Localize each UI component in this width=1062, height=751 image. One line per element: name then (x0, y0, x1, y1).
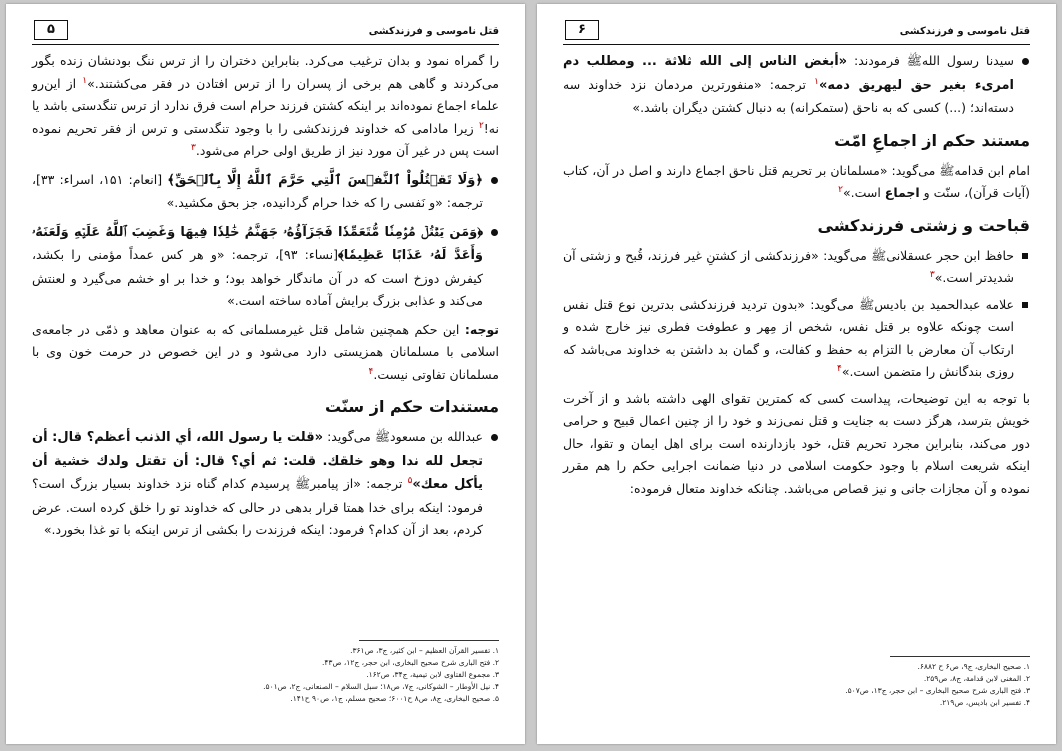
footnote-line: ۴. تفسیر ابن بادیس، ص۲۱۹. (939, 698, 1030, 707)
footnote-ref[interactable]: ۴ (836, 363, 842, 374)
footnote-line: ۱. صحیح البخاری، ج۹، ص۶ ح ۶۸۸۲. (917, 662, 1030, 671)
ijma-text-2: است.» (842, 185, 885, 200)
footnote-ref[interactable]: ۱ (82, 75, 88, 86)
hadith-bullet (32, 426, 499, 542)
quote-text: حافظ ابن حجر عسقلانیﷺ می‌گوید: «فرزندکشی از کشتنِ غیر فرزند، قُبح و زشتی آن شدیدتر است.» (563, 247, 1014, 285)
section-heading: مستند حکم از اجماعِ امّت (834, 130, 1030, 150)
hadith-intro: سیدنا رسول اللهﷺ فرمودند: (847, 53, 1014, 68)
quote-item (563, 245, 1030, 290)
header-title: قتل ناموسی و فرزندکشی (899, 26, 1030, 37)
intro-text-1: را گمراه نمود و بدان ترغیب می‌کرد. بنابراین دختران را از ترس ننگ بودنشان زنده بگور می‌کردند و گاهی هم برخی از پسران را از ترس افتادن در فقر می‌کشتند.» (32, 53, 499, 91)
quran-verse-bullet (32, 221, 499, 313)
document-page-5 (6, 4, 525, 744)
page-number-box: ۶ (565, 20, 599, 40)
quran-verse-text: ﴿وَمَن يَقۡتُلۡ مُؤۡمِنٗا مُّتَعَمِّدٗا فَجَزَآؤُهُۥ جَهَنَّمُ خَٰلِدٗا فِيهَا وَغَضِبَ ٱللَّهُ عَلَيۡهِ وَلَعَنَهُۥ وَأَعَدَّ لَهُۥ عَذَابًا عَظِيمٗا﴾ (32, 224, 483, 263)
verse-translation: [انعام: ۱۵۱، اسراء: ۳۳]، ترجمه: «و نَفسی را که خدا حرام گردانیده، جز بحق مکشید.» (32, 171, 483, 210)
page-header (563, 18, 1030, 45)
footnote-ref[interactable]: ۲ (838, 184, 843, 195)
footnote-line: ۳. مجموع الفتاوی لابن تیمیة، ج۳۴، ص۱۶۲. (366, 670, 499, 679)
page-body (563, 50, 1030, 506)
quran-verse-text: ﴿وَلَا تَقۡتُلُواْ ٱلنَّفۡسَ ٱلَّتِي حَرَّمَ ٱللَّهُ إِلَّا بِٱلۡحَقِّ﴾ (167, 172, 483, 188)
page-number-box: ۵ (34, 20, 68, 40)
footnote-ref[interactable]: ۳ (929, 269, 935, 280)
footnote-ref[interactable]: ۲ (478, 120, 484, 131)
note-text: این حکم همچنین شامل قتل غیرمسلمانی که به عنوان معاهد و ذمّی در جامعه‌ی اسلامی با مسلمانان همزیستی دارد می‌شود و در این خصوص در حرمت خون وی با مسلمانان تفاوتی نیست. (32, 321, 499, 382)
header-title: قتل ناموسی و فرزندکشی (368, 26, 499, 37)
page-body (32, 50, 499, 548)
footnote-line: ۵. صحیح البخاری، ج۸، ص۸ ح۶۰۰۱؛ صحیح مسلم، ج۱، ص۹۰ ح۱۴۱. (290, 694, 499, 703)
intro-paragraph (32, 50, 499, 163)
hadith-intro: عبدالله بن مسعودﷺ می‌گوید: (323, 429, 484, 444)
hadith-arabic: «قلت يا رسول الله، أي الذنب أعظم؟ قال: أن تجعل لله ندا وهو خلقك. قلت: ثم أي؟ قال: أن تقتل ولدك خشية أن يأكل معك» (32, 430, 483, 492)
ijma-bold: اجماع (884, 185, 920, 200)
footnote-ref[interactable]: ۴ (368, 366, 374, 377)
verse-translation: [نساء: ۹۳]، ترجمه: «و هر کس عمداً مؤمنی را بکشد، کیفرش دوزخ است که در آن ماندگار خواهد بود؛ و خدا بر او خشم می‌گیرد و لعنتش می‌کند و عذابی بزرگ برایش آماده ساخته است.» (32, 247, 483, 308)
note-paragraph (32, 319, 499, 387)
footnote-line: ۲. المغنی لابن قدامة، ج۸، ص۲۵۹. (923, 674, 1030, 683)
footnote-line: ۴. نیل الأوطار – الشوکانی، ج۷، ص۱۸؛ سبل السلام – الصنعانی، ج۲، ص۵۰۱. (263, 682, 499, 691)
hadith-translation: ترجمه: «منفورترین مردمان نزد خداوند سه دسته‌اند؛ (...) کسی که به ناحق (ستمکرانه) به دنبال کشتن دیگران باشد.» (563, 76, 1014, 115)
footnote-ref[interactable]: ۱ (814, 76, 819, 87)
intro-text-3: زیرا مادامی که خداوند فرزندکشی را با وجود تنگدستی و ترس از فقر تحریم نموده است پس در غیر آن مورد نیز از طریق اولی حرام می‌شود. (32, 120, 499, 158)
footnotes (32, 640, 499, 705)
page-header (32, 18, 499, 45)
footnotes (563, 656, 1030, 709)
closing-paragraph: با توجه به این توضیحات، پیداست کسی که کمترین تقوای الهی داشته باشد و از آخرت خویش بترسد، هرگز دست به جنایت و قتل نمی‌زند و خود را از چنین اعمال قبیح و حرامی دور می‌کند، بنابراین مجرد تحریم قتل، خود بازدارنده است برای اهل ایمان و تقوا، حال اینکه شریعت اسلام با وجود حکومت اسلامی در دنیا ضمانت اجرایی حکم را هم مقرر نموده و آن مجازات جانی و نیز قصاص می‌باشد. چنانکه خداوند متعال فرموده: (563, 390, 1030, 496)
section-heading: مستندات حکم از سنّت (324, 397, 499, 416)
footnote-ref[interactable]: ۵ (407, 475, 413, 486)
footnote-line: ۳. فتح الباری شرح صحیح البخاری – ابن حجر، ج۱۳، ص۵۰۷. (845, 686, 1030, 695)
hadith-arabic: «أبغض الناس إلى الله ثلاثة ... ومطلب دم امرىء بغير حق ليهريق دمه» (563, 54, 1015, 93)
hadith-bullet (563, 50, 1030, 120)
quran-verse-bullet (32, 169, 499, 215)
note-label: توجه: (464, 321, 499, 337)
hadith-translation: ترجمه: «از پیامبرﷺ پرسیدم کدام گناه نزد خداوند بسیار بزرگ است؟ فرمود: اینکه برای خدا همتا قرار بدهی در حالی که خداوند تو را خلق کرده است. عرض کردم، بعد از آن کدام؟ فرمود: اینکه فرزندت را بکشی از ترس اینکه با تو غذا بخورد.» (32, 476, 483, 537)
intro-text-2: از این‌رو علماء اجماع نموده‌اند بر اینکه کشتن فرزند حرام است فرق ندارد از ترس تنگدستی باشد یا نه! (32, 75, 499, 136)
document-page-6 (537, 4, 1056, 744)
ijma-paragraph (563, 160, 1030, 205)
section-heading: قباحت و زشتی فرزندکشی (817, 215, 1030, 235)
footnote-line: ۱. تفسیر القرآن العظیم – ابن کثیر، ج۳، ص۳۶۱. (350, 646, 499, 655)
ijma-text: امام ابن قدامهﷺ می‌گوید: «مسلمانان بر تحریم قتل ناحق اجماع دارند و اصل در آن، کتاب (آیات قرآن)، سنّت و (563, 162, 1030, 200)
footnote-rule (359, 640, 499, 641)
footnote-ref[interactable]: ۳ (191, 142, 196, 153)
footnote-rule (890, 656, 1030, 657)
quote-text: علامه عبدالحمید بن بادیسﷺ می‌گوید: «بدون تردید فرزندکشی بدترین نوع قتل نفس است چونکه علاوه بر قتل نفس، شخص از مِهر و عطوفت فطری نیز خارج شده و ارتکاب آن معارض با التزام به حفظ و کفالت، و گمان بد داشتن به خداوند می‌باشد که روزی بندگانش را متضمن است.» (563, 296, 1014, 379)
footnote-line: ۲. فتح الباری شرح صحیح البخاری، ابن حجر، ج۱۲، ص۴۳. (322, 658, 499, 667)
quote-item (563, 294, 1030, 384)
